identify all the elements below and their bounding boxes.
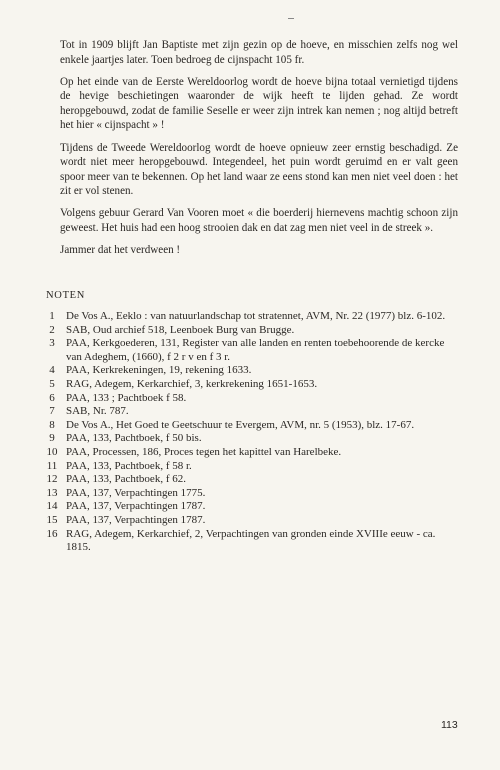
note-item	[40, 419, 460, 433]
note-text: PAA, 133, Pachtboek, f 58 r.	[66, 459, 192, 472]
note-item	[40, 514, 460, 528]
note-text: PAA, 137, Verpachtingen 1787.	[66, 500, 206, 513]
note-text: SAB, Oud archief 518, Leenboek Burg van Brugge.	[66, 323, 295, 336]
note-number: 6	[49, 391, 55, 404]
note-text: PAA, Kerkrekeningen, 19, rekening 1633.	[66, 364, 252, 377]
note-text: PAA, 137, Verpachtingen 1775.	[66, 486, 206, 499]
note-number: 10	[46, 445, 58, 458]
note-item	[40, 473, 460, 487]
note-text: PAA, 137, Verpachtingen 1787.	[66, 513, 206, 526]
note-number: 1	[49, 310, 55, 322]
note-text: PAA, 133, Pachtboek, f 50 bis.	[66, 432, 202, 445]
note-item	[40, 432, 460, 446]
note-item	[40, 310, 460, 324]
notes-heading: NOTEN	[46, 290, 86, 301]
note-text: PAA, Kerkgoederen, 131, Register van alle landen en renten toebehoorende de kercke van Adeghem, (1660), f 2 r v en f 3 r.	[66, 337, 445, 363]
note-number: 12	[46, 473, 58, 486]
note-item	[40, 337, 460, 364]
note-item	[40, 405, 460, 419]
note-number: 9	[49, 432, 55, 445]
paragraph-4: Volgens gebuur Gerard Van Vooren moet « die boerderij hiernevens machtig schoon zijn geweest. Het huis had een hoog strooien dak en dat zag men niet veel in de streek ».	[60, 207, 458, 235]
paragraph-1: Tot in 1909 blijft Jan Baptiste met zijn gezin op de hoeve, en misschien zelfs nog wel enkele jaartjes later. Toen bedroeg de cijnspacht 105 fr.	[60, 39, 458, 66]
note-number: 7	[49, 405, 55, 418]
note-number: 2	[49, 323, 55, 336]
note-number: 15	[46, 513, 58, 526]
note-item	[40, 364, 460, 378]
paragraph-3: Tijdens de Tweede Wereldoorlog wordt de hoeve opnieuw zeer ernstig beschadigd. Ze wordt niet meer heropgebouwd. Integendeel, het puin wordt geruimd en er valt geen spoor meer van te bekennen. Op het land waar ze eens stond kan men niet veel doen : het zit er vol stenen.	[60, 141, 458, 198]
note-item	[40, 446, 460, 460]
note-number: 5	[49, 377, 55, 390]
note-item	[40, 324, 460, 338]
note-text: RAG, Adegem, Kerkarchief, 3, kerkrekening 1651-1653.	[66, 377, 318, 390]
note-number: 16	[46, 527, 58, 540]
note-item	[40, 378, 460, 392]
note-number: 4	[49, 364, 55, 377]
note-text: SAB, Nr. 787.	[66, 405, 129, 418]
note-item	[40, 460, 460, 474]
body-text	[60, 38, 458, 265]
note-item	[40, 528, 460, 555]
paragraph-2: Op het einde van de Eerste Wereldoorlog wordt de hoeve bijna totaal vernietigd tijdens de hevige beschietingen waaronder de wijk heeft te lijden gehad. Ze wordt heropgebouwd, zodat de familie Seselle er weer zijn intrek kan nemen ; nog altijd betreft het hier « cijnspacht » !	[60, 75, 458, 132]
note-text: RAG, Adegem, Kerkarchief, 2, Verpachtingen van gronden einde XVIIIe eeuw - ca. 1815.	[66, 527, 436, 554]
notes-list	[40, 310, 460, 555]
note-item	[40, 500, 460, 514]
note-text: PAA, Processen, 186, Proces tegen het kapittel van Harelbeke.	[66, 445, 342, 458]
page-number: 113	[441, 719, 458, 731]
page-mark	[288, 18, 294, 19]
note-text: De Vos A., Eeklo : van natuurlandschap tot stratennet, AVM, Nr. 22 (1977) blz. 6-102.	[66, 310, 446, 322]
note-number: 11	[46, 459, 58, 472]
note-number: 14	[46, 500, 58, 513]
paragraph-5: Jammer dat het verdween !	[60, 244, 181, 257]
note-number: 13	[46, 486, 58, 499]
note-item	[40, 487, 460, 501]
note-text: De Vos A., Het Goed te Geetschuur te Evergem, AVM, nr. 5 (1953), blz. 17-67.	[66, 418, 415, 431]
note-text: PAA, 133, Pachtboek, f 62.	[66, 473, 186, 486]
note-number: 3	[49, 337, 55, 350]
note-text: PAA, 133 ; Pachtboek f 58.	[66, 391, 187, 404]
note-number: 8	[49, 418, 55, 431]
note-item	[40, 392, 460, 406]
